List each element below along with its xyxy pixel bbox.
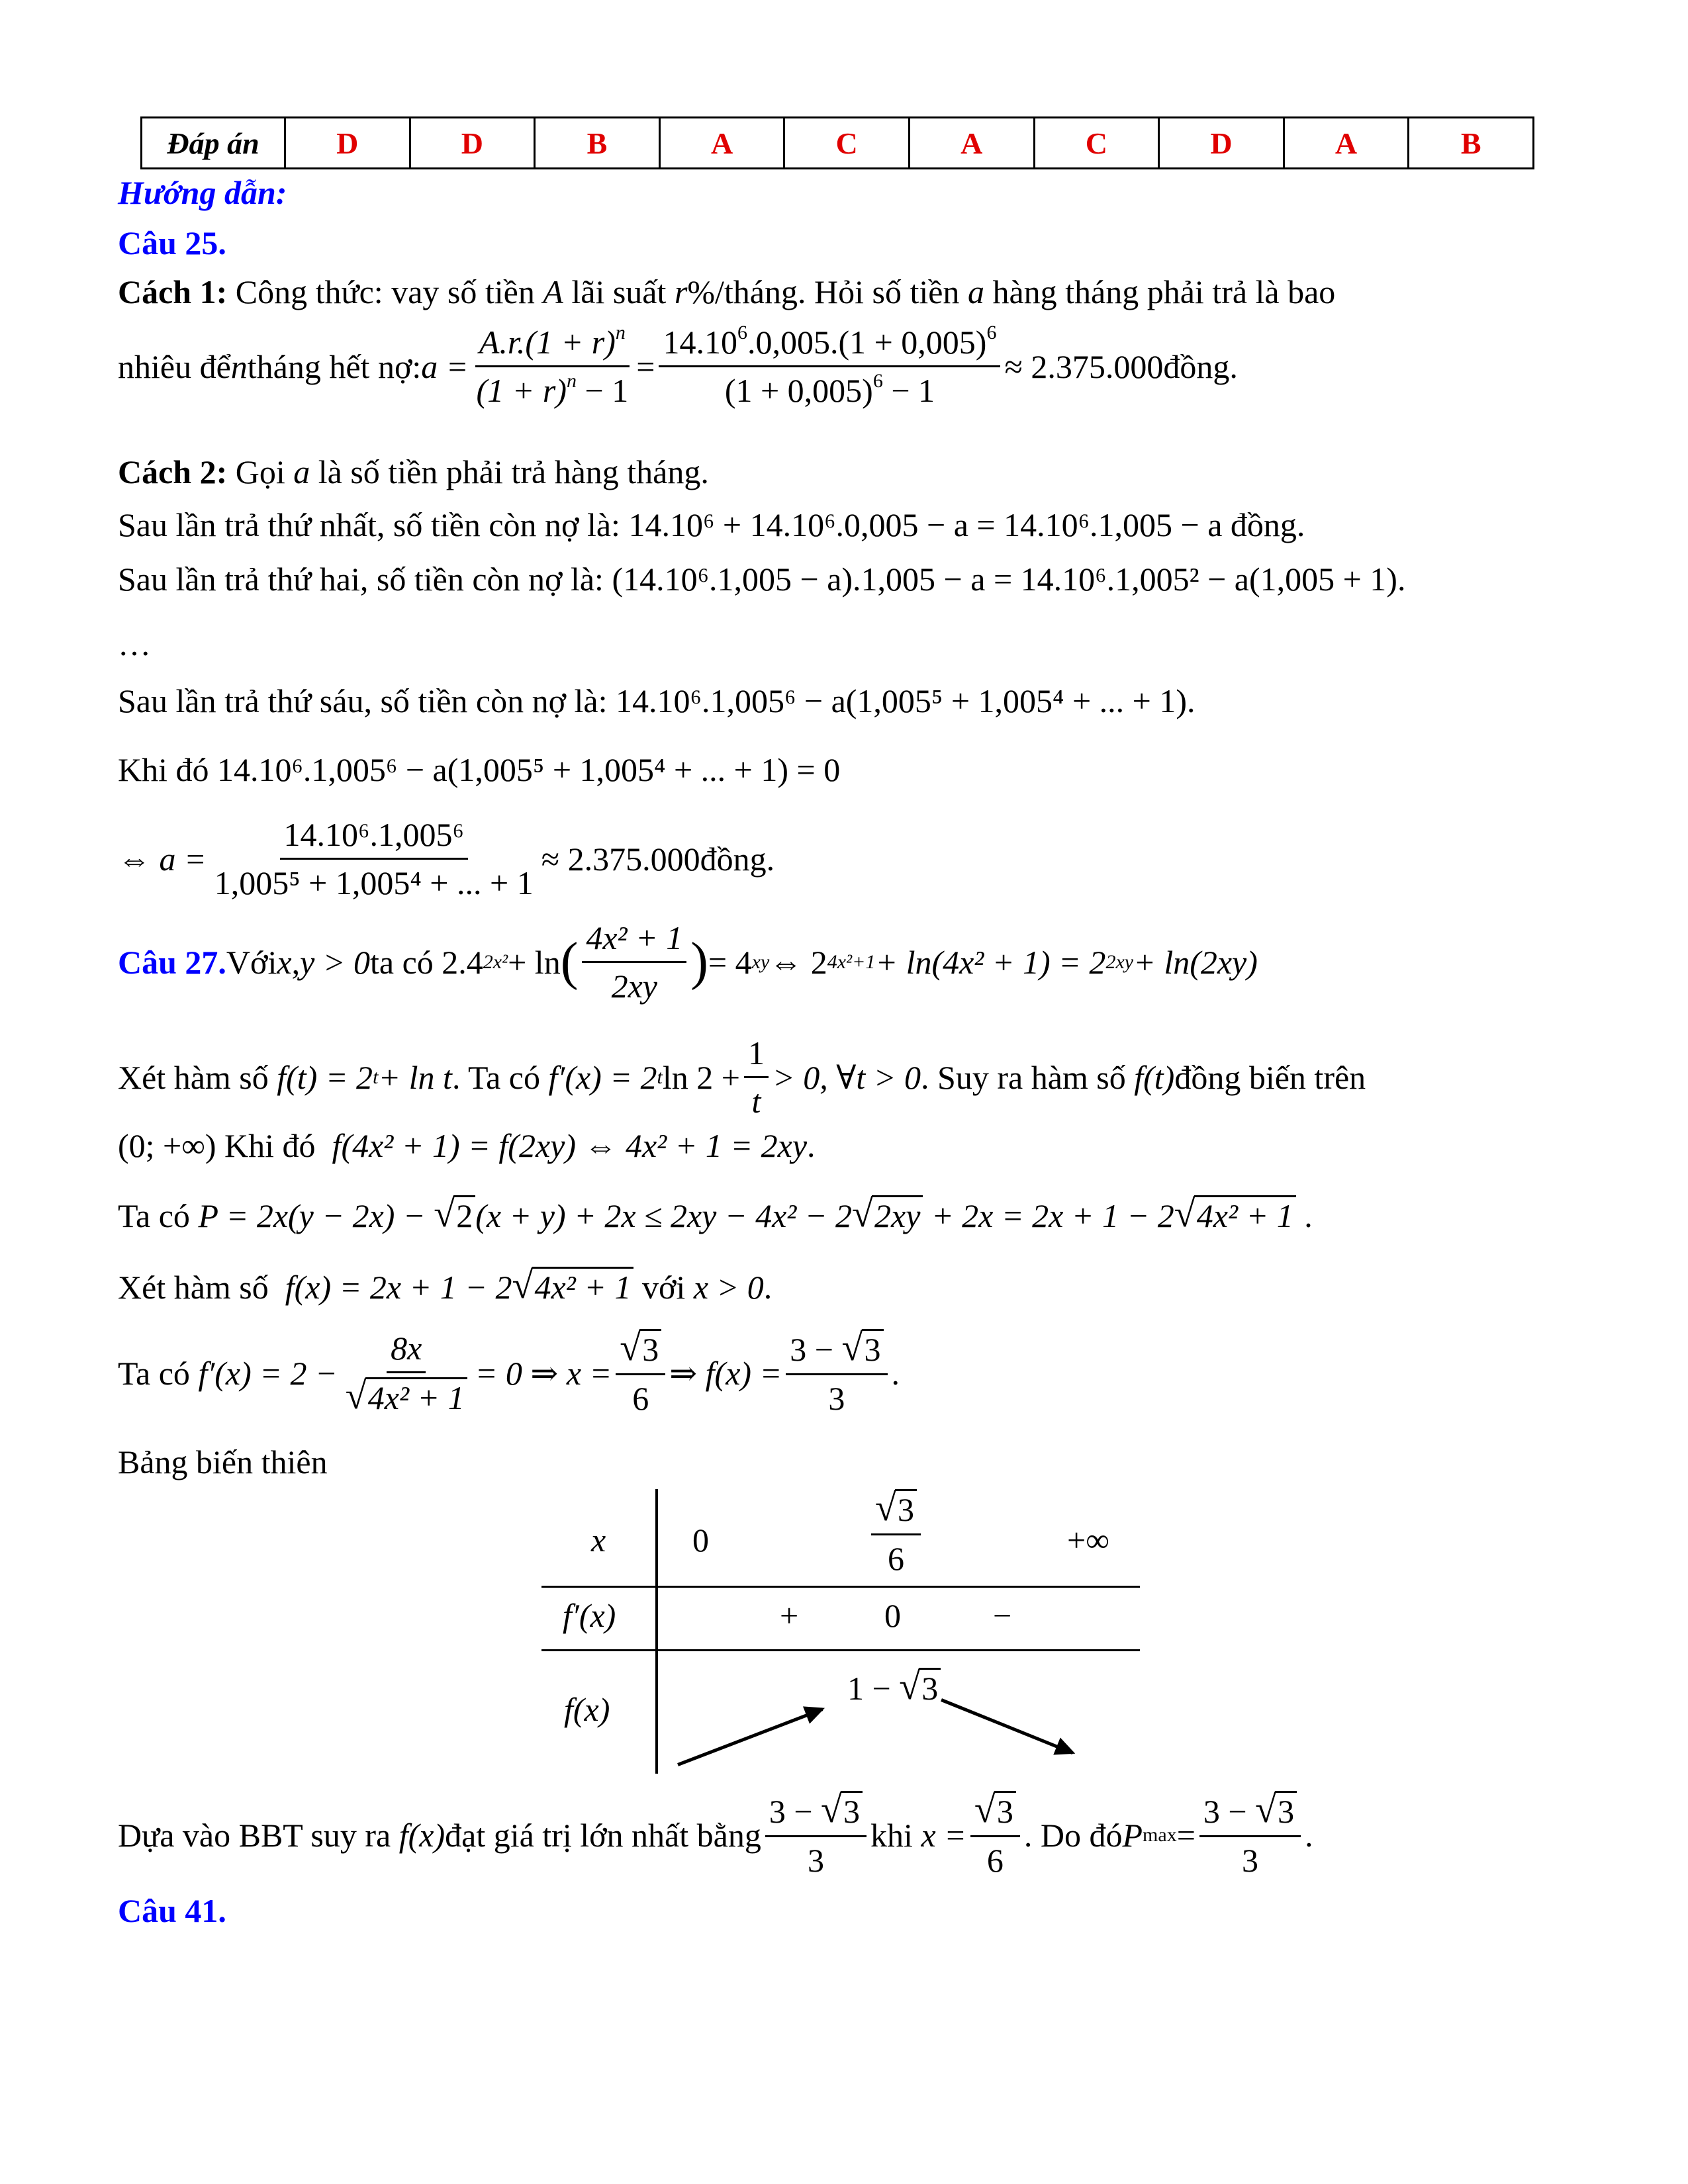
q25-method2-line: Cách 2: Gọi a là số tiền phải trả hàng tháng. xyxy=(118,453,709,490)
q27-domain-line: (0; +∞) Khi đó f(4x² + 1) = f(2xy) ⇔ 4x² + 1 = 2xy. xyxy=(118,1127,816,1164)
answer-cell: D xyxy=(410,118,535,169)
vt-plus-sign: + xyxy=(780,1597,799,1634)
q41-title: Câu 41. xyxy=(118,1892,226,1929)
vt-x0: 0 xyxy=(692,1522,709,1559)
q27-variation-title: Bảng biến thiên xyxy=(118,1443,328,1480)
q25-result: ⇔ a = $\frac{\text{14.10⁶.1,005⁶}}{\text{1,005⁵ + 1,005⁴ + ... + 1}}$ ≈ 2.375.000 đồng. xyxy=(118,816,775,901)
answer-table xyxy=(140,116,1534,169)
answer-cell: B xyxy=(1409,118,1534,169)
result-fraction: $\frac{\text{14.10⁶.1,005⁶}}{\text{1,005⁵ + 1,005⁴ + ... + 1}}$ xyxy=(214,816,534,901)
answer-cell: C xyxy=(784,118,910,169)
q25-method1-line1: Cách 1: Công thức: vay số tiền A lãi suất r%/tháng. Hỏi số tiền a hàng tháng phải trả là bao xyxy=(118,273,1336,310)
q27-function-line: Xét hàm số f(t) = 2 t + ln t . Ta có f′(x) = 2 t ln 2 + $\frac{1}{t}$ > 0, ∀t > 0 . Suy ra hàm số f(t) đồng biến trên xyxy=(118,1034,1366,1120)
q25-equation: Khi đó 14.10⁶.1,005⁶ − a(1,005⁵ + 1,005⁴ + ... + 1) = 0 xyxy=(118,751,841,788)
vt-f-max: 1 − √ 3 xyxy=(847,1668,941,1708)
q27-P-inequality: Ta có P = 2x(y − 2x) − √ 2(x + y) + 2x ≤ 2xy − 4x² − 2√ 2xy + 2x = 2x + 1 − 2√ 4x² + 1 . xyxy=(118,1195,1313,1236)
conclusion-fraction-3: $\frac{3 - √ 3}{3}$ xyxy=(1199,1791,1301,1880)
conclusion-fraction-1: $\frac{3 - √ 3}{3}$ xyxy=(765,1791,867,1880)
q25-method1-formula: nhiêu để n tháng hết nợ: a = $\frac{A.r.(1 + r)^n}{(1 + r)^n - 1}$ = $\frac{14.10^6.0,005.(1 + 0,005)^6}{(1 + 0,005)^6 - 1}$ ≈ 2.375.000 đồng. xyxy=(118,322,1238,409)
critical-point-fraction: √ $\frac{3}{6}$ xyxy=(616,1329,665,1418)
answer-cell: A xyxy=(909,118,1034,169)
q27-fx-definition: Xét hàm số f(x) = 2x + 1 − 2√ 4x² + 1 với x > 0. xyxy=(118,1267,772,1307)
annuity-fraction: $\frac{A.r.(1 + r)^n}{(1 + r)^n - 1}$ xyxy=(476,322,629,409)
max-value-fraction: $\frac{3 - √ 3}{3}$ xyxy=(786,1329,887,1418)
q25-step1: Sau lần trả thứ nhất, số tiền còn nợ là: 14.10⁶ + 14.10⁶.0,005 − a = 14.10⁶.1,005 − a đồng. xyxy=(118,506,1305,543)
guide-title: Hướng dẫn: xyxy=(118,174,287,211)
log-fraction: $\frac{\text{4x² + 1}}{2xy}$ xyxy=(582,919,686,1005)
q25-title: Câu 25. xyxy=(118,224,226,261)
vt-vertical-line xyxy=(655,1489,658,1774)
answer-cell: D xyxy=(1159,118,1284,169)
reciprocal-fraction: $\frac{1}{t}$ xyxy=(744,1034,769,1120)
answer-cell: D xyxy=(285,118,410,169)
vt-horizontal-line-1 xyxy=(541,1586,1140,1588)
vt-horizontal-line-2 xyxy=(541,1649,1140,1651)
vt-increasing-arrow xyxy=(677,1707,823,1766)
annuity-fraction-numeric: $\frac{14.10^6.0,005.(1 + 0,005)^6}{(1 + 0,005)^6 - 1}$ xyxy=(659,323,1000,410)
q25-ellipsis: … xyxy=(118,625,151,662)
q27-derivative: Ta có f′(x) = 2 − 8x √ 4x² + 1 = 0 ⇒ x = √ $\frac{3}{6}$ ⇒ f(x) = $\frac{3 - √ 3}{3}$ . xyxy=(118,1329,900,1418)
conclusion-fraction-2: √ $\frac{3}{6}$ xyxy=(970,1791,1020,1880)
vt-f-label: f(x) xyxy=(564,1691,610,1728)
vt-x-label: x xyxy=(591,1522,606,1559)
answer-cell: C xyxy=(1034,118,1159,169)
vt-x-critical: √ $\frac{3}{6}$ xyxy=(867,1489,925,1578)
answer-cell: A xyxy=(1284,118,1409,169)
vt-zero: 0 xyxy=(884,1597,901,1634)
q25-step2: Sau lần trả thứ hai, số tiền còn nợ là: (14.10⁶.1,005 − a).1,005 − a = 14.10⁶.1,005² − a(1,005 + 1). xyxy=(118,561,1406,598)
q27-conclusion: Dựa vào BBT suy ra f(x) đạt giá trị lớn nhất bằng $\frac{3 - √ 3}{3}$ khi x = √ $\frac{3}{6}$ . Do đó P max = $\frac{3 - √ 3}{3}$ . xyxy=(118,1791,1313,1880)
vt-fprime-label: f′(x) xyxy=(563,1597,616,1634)
q27-intro: Câu 27. Với x , y > 0 ta có 2.4 2x² + ln ( $\frac{\text{4x² + 1}}{2xy}$ ) = 4 xy ⇔ 2 4x²+1 + ln(4x² + 1) = 2 2xy + ln(2xy) xyxy=(118,919,1258,1005)
answer-table-header: Đáp án xyxy=(142,118,285,169)
vt-minus-sign: − xyxy=(993,1597,1012,1634)
answer-cell: B xyxy=(535,118,660,169)
answer-cell: A xyxy=(659,118,784,169)
q25-step6: Sau lần trả thứ sáu, số tiền còn nợ là: 14.10⁶.1,005⁶ − a(1,005⁵ + 1,005⁴ + ... + 1). xyxy=(118,682,1196,719)
vt-decreasing-arrow xyxy=(941,1698,1073,1754)
derivative-fraction: 8x √ 4x² + 1 xyxy=(342,1329,471,1418)
vt-x-infinity: +∞ xyxy=(1067,1522,1109,1559)
